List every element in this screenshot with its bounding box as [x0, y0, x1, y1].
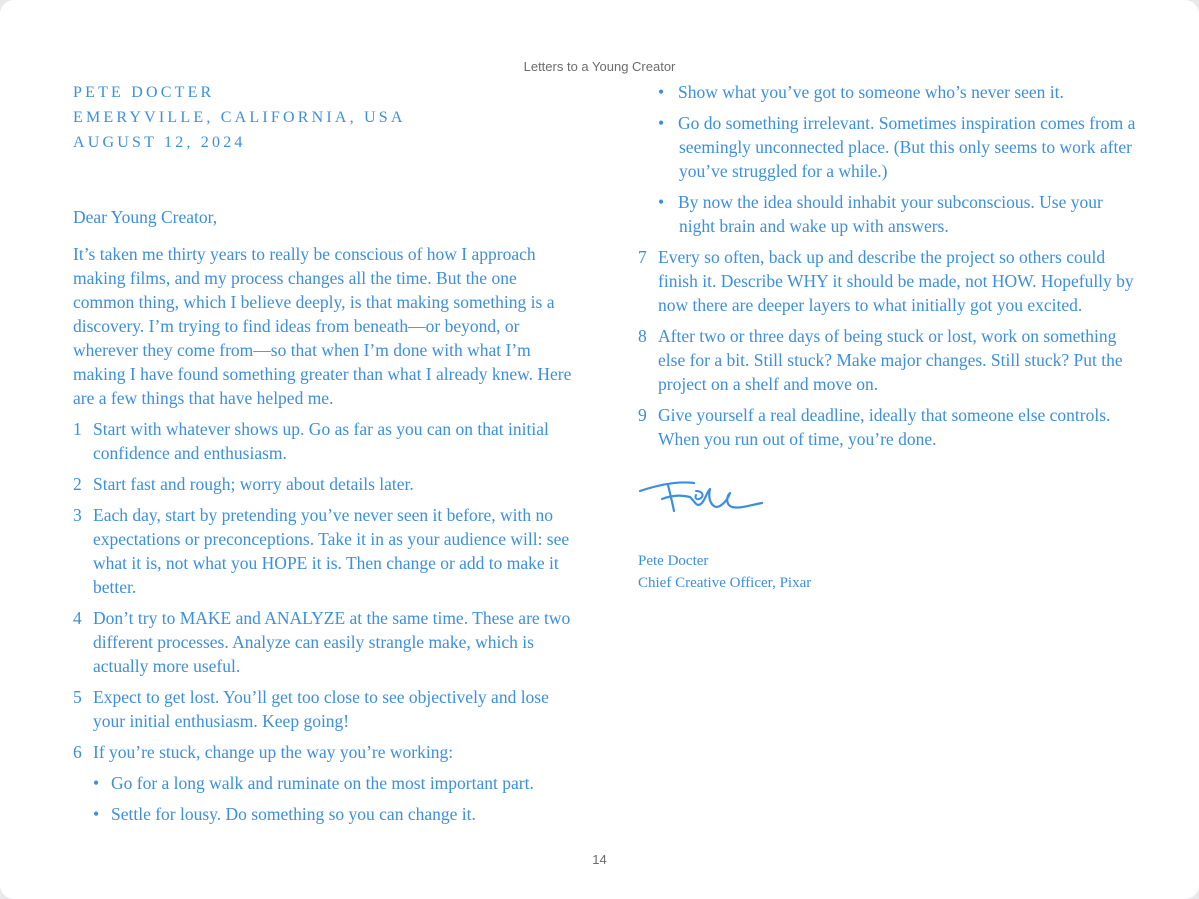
bullet-icon: • — [658, 82, 665, 102]
signoff — [638, 550, 1138, 594]
bullet-text: Show what you’ve got to someone who’s never seen it. — [678, 82, 1064, 102]
item-number: 6 — [73, 742, 82, 762]
list-item — [73, 417, 573, 465]
item-text: After two or three days of being stuck or lost, work on something else for a bit. Still stuck? Make major changes. Still stuck? Put the project on a shelf and move on. — [658, 326, 1123, 394]
item-number: 5 — [73, 687, 82, 707]
book-title: Letters to a Young Creator — [523, 59, 676, 74]
bullet-item — [73, 771, 573, 795]
bullet-icon: • — [93, 773, 100, 793]
author-location: EMERYVILLE, CALIFORNIA, USA — [73, 109, 406, 126]
letter-header — [73, 80, 573, 155]
list-item — [638, 324, 1138, 396]
bullet-icon: • — [658, 192, 665, 212]
item-text: Start with whatever shows up. Go as far as you can on that initial confidence and enthusiasm. — [93, 419, 549, 463]
list-item — [73, 685, 573, 733]
item-text: Don’t try to MAKE and ANALYZE at the same time. These are two different processes. Analyze can easily strangle make, which is actually more useful. — [93, 608, 571, 676]
bullet-text: Go do something irrelevant. Sometimes inspiration comes from a seemingly unconnected place. (But this only seems to work after you’ve struggled for a while.) — [678, 113, 1136, 181]
item-number: 2 — [73, 474, 82, 494]
item-number: 9 — [638, 405, 647, 425]
item-text: Expect to get lost. You’ll get too close to see objectively and lose your initial enthusiasm. Keep going! — [93, 687, 549, 731]
item-text: If you’re stuck, change up the way you’re working: — [93, 742, 454, 762]
list-item — [638, 245, 1138, 317]
letter-date: AUGUST 12, 2024 — [73, 134, 246, 151]
author-name: PETE DOCTER — [73, 84, 215, 101]
list-item — [73, 740, 573, 764]
item-text: Each day, start by pretending you’ve never seen it before, with no expectations or preconceptions. Take it in as your audience will: see what it is, not what you HOPE it is. Then change or add to make it better. — [93, 505, 570, 597]
left-column — [73, 80, 573, 826]
bullet-icon: • — [658, 113, 665, 133]
page-number: 14 — [592, 852, 607, 867]
bullet-icon: • — [93, 804, 100, 824]
bullet-text: Go for a long walk and ruminate on the most important part. — [111, 773, 534, 793]
right-column — [638, 80, 1138, 594]
bullet-item — [638, 80, 1138, 104]
bullet-item — [638, 190, 1138, 238]
list-item — [73, 503, 573, 599]
signoff-name: Pete Docter — [638, 553, 709, 569]
salutation: Dear Young Creator, — [73, 207, 218, 227]
bullet-text: By now the idea should inhabit your subconscious. Use your night brain and wake up with answers. — [678, 192, 1103, 236]
bullet-item — [638, 111, 1138, 183]
item-number: 8 — [638, 326, 647, 346]
item-text: Start fast and rough; worry about details later. — [93, 474, 414, 494]
bullet-item — [73, 802, 573, 826]
list-item — [73, 606, 573, 678]
list-item — [638, 403, 1138, 451]
bullet-text: Settle for lousy. Do something so you can change it. — [111, 804, 476, 824]
item-number: 7 — [638, 247, 647, 267]
intro-paragraph: It’s taken me thirty years to really be conscious of how I approach making films, and my process changes all the time. But the one common thing, which I believe deeply, is that making something is a discovery. I’m trying to find ideas from beneath—or beyond, or wherever they come from—so that when I’m done with what I’m making I have found something greater than what I already knew. Here are a few things that have helped me. — [73, 244, 572, 408]
list-item — [73, 472, 573, 496]
signoff-title: Chief Creative Officer, Pixar — [638, 575, 812, 591]
item-text: Every so often, back up and describe the project so others could finish it. Describe WHY it should be made, not HOW. Hopefully by now there are deeper layers to what initially got you excited. — [658, 247, 1134, 315]
item-number: 4 — [73, 608, 82, 628]
item-number: 3 — [73, 505, 82, 525]
item-number: 1 — [73, 419, 82, 439]
signature-image — [638, 471, 768, 521]
item-text: Give yourself a real deadline, ideally that someone else controls. When you run out of time, you’re done. — [658, 405, 1111, 449]
